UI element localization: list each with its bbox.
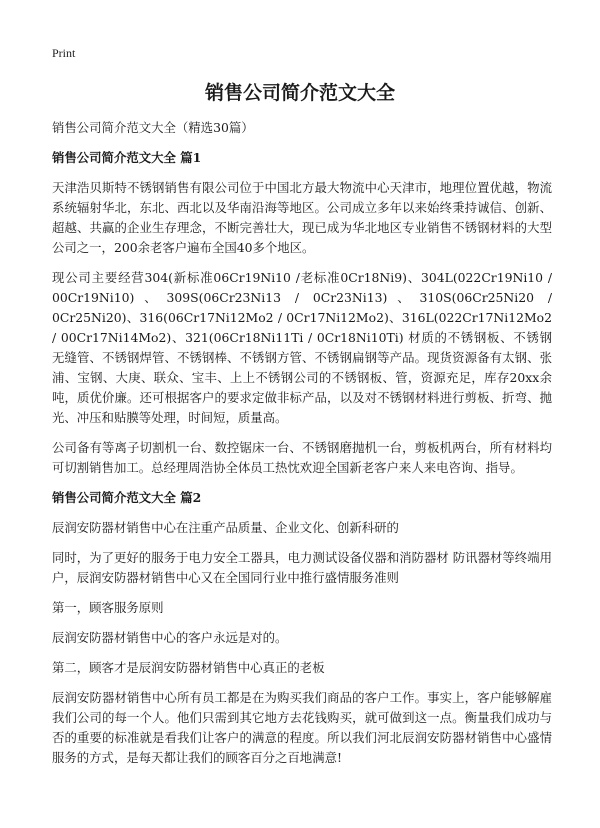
- document-title: 销售公司简介范文大全: [204, 82, 395, 104]
- document-subtitle: 销售公司简介范文大全（精选30篇）: [52, 120, 254, 135]
- section-2-paragraph: 第二，顾客才是辰润安防器材销售中心真正的老板: [52, 660, 325, 675]
- section-2-paragraph: 同时，为了更好的服务于电力安全工器具，电力测试设备仪器和消防器材 防讯器材等终端用户，辰润安防器材销售中心又在全国同行业中推行盛情服务准则: [52, 550, 552, 585]
- section-1-paragraph: 公司备有等离子切割机一台、数控锯床一台、不锈钢磨抛机一台，剪板机两台，所有材料均可切割销售加工。总经理周浩协全体员工热忱欢迎全国新老客户来人来电咨询、指导。: [52, 440, 552, 475]
- section-2-paragraph: 辰润安防器材销售中心的客户永远是对的。: [52, 630, 288, 645]
- section-heading-2: 销售公司简介范文大全 篇2: [52, 490, 202, 505]
- section-2-paragraph: 第一，顾客服务原则: [52, 600, 164, 615]
- section-1-paragraph: 天津浩贝斯特不锈钢销售有限公司位于中国北方最大物流中心天津市，地理位置优越，物流系统辐射华北，东北、西北以及华南沿海等地区。公司成立多年以来始终秉持诚信、创新、超越、共赢的企业生存理念，不断完善壮大，现已成为华北地区专业销售不锈钢材料的大型公司之一，200余老客户遍布全国40多个地区。: [52, 180, 552, 255]
- section-2-paragraph: 辰润安防器材销售中心所有员工都是在为购买我们商品的客户工作。事实上，客户能够解雇我们公司的每一个人。他们只需到其它地方去花钱购买，就可做到这一点。衡量我们成功与否的重要的标准就是看我们让客户的满意的程度。所以我们河北辰润安防器材销售中心盛情服务的方式，是每天都让我们的顾客百分之百地满意!: [52, 690, 552, 765]
- section-1-paragraph: 现公司主要经营304(新标准06Cr19Ni10 /老标准0Cr18Ni9)、304L(022Cr19Ni10 / 00Cr19Ni10)、309S(06Cr23Ni13 / 0Cr23Ni13)、310S(06Cr25Ni20 / 0Cr25Ni20)、316(06Cr17Ni12Mo2 / 0Cr17Ni12Mo2)、316L(022Cr17Ni12Mo2 / 00Cr17Ni14Mo2)、321(06Cr18Ni11Ti / 0Cr18Ni10Ti) 材质的不锈钢板、不锈钢无缝管、不锈钢焊管、不锈钢棒、不锈钢方管、不锈钢扁钢等产品。现货资源备有太钢、张浦、宝钢、大庚、联众、宝丰、上上不锈钢公司的不锈钢板、管，资源充足，库存20xx余吨，质优价廉。还可根据客户的要求定做非标产品，以及对不锈钢材料进行剪板、折弯、抛光、冲压和贴膜等处理，时间短，质量高。: [52, 270, 552, 425]
- print-link[interactable]: Print: [52, 46, 76, 60]
- section-heading-1: 销售公司简介范文大全 篇1: [52, 150, 202, 165]
- document-body: [52, 118, 552, 778]
- section-2-paragraph: 辰润安防器材销售中心在注重产品质量、企业文化、创新科研的: [52, 520, 399, 535]
